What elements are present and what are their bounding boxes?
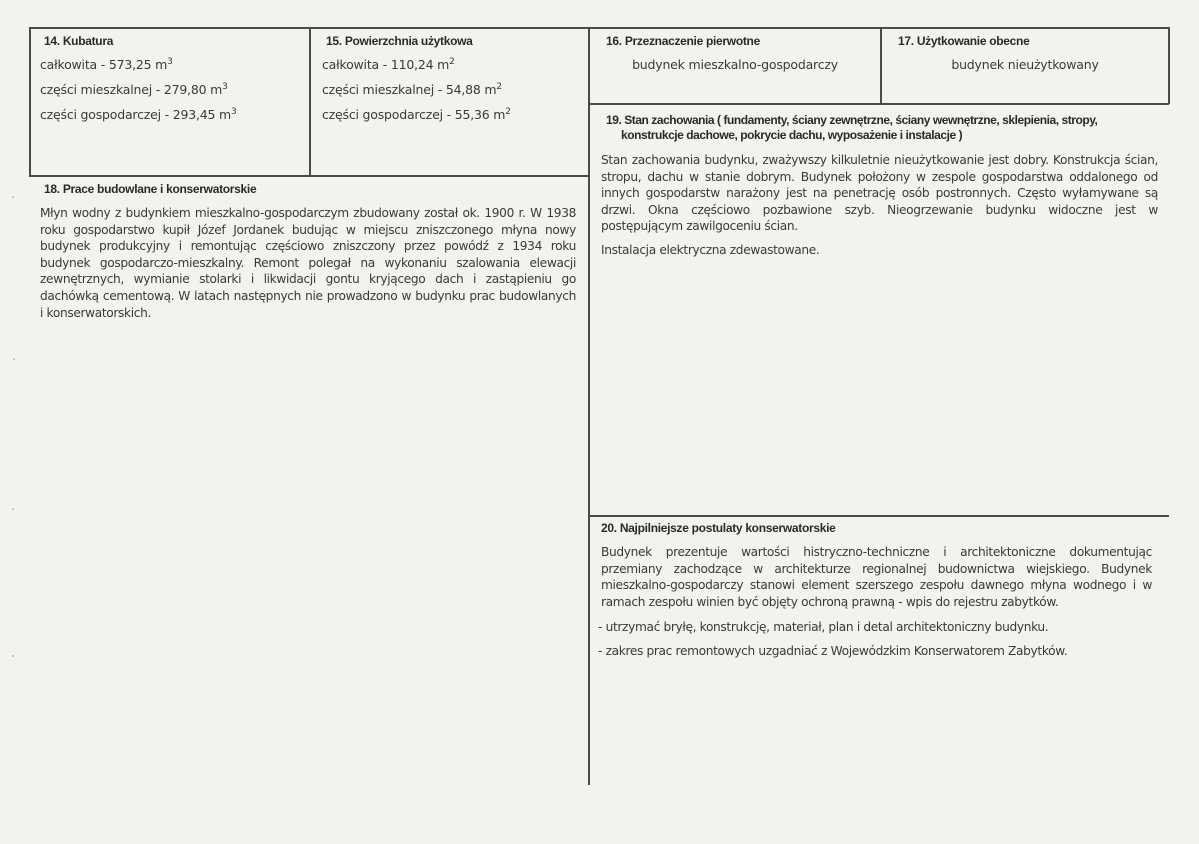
kubatura-total	[40, 57, 173, 72]
kubatura-title: 14. Kubatura	[44, 34, 114, 48]
kubatura-residential	[40, 82, 228, 97]
section-postulaty	[590, 517, 1169, 785]
stan-installation: Instalacja elektryczna zdewastowane.	[601, 243, 820, 257]
section-stan-zachowania	[590, 105, 1169, 515]
section-przeznaczenie	[590, 28, 880, 103]
powierzchnia-farm-exp: 2	[505, 107, 511, 117]
section-kubatura	[30, 28, 309, 175]
powierzchnia-total-label: całkowita - 110,24 m	[322, 57, 450, 72]
kubatura-farm-label: części gospodarczej - 293,45 m	[40, 107, 232, 122]
przeznaczenie-value: budynek mieszkalno-gospodarczy	[632, 57, 838, 72]
powierzchnia-total-exp: 2	[449, 57, 455, 67]
powierzchnia-farm-label: części gospodarczej - 55,36 m	[322, 107, 506, 122]
section-uzytkowanie	[882, 28, 1168, 103]
paper-speck	[12, 508, 14, 510]
powierzchnia-residential-label: części mieszkalnej - 54,88 m	[322, 82, 497, 97]
kubatura-residential-exp: 3	[222, 82, 228, 92]
postulaty-paragraph: Budynek prezentuje wartości histryczno-techniczne i architektoniczne dokumentując przemiany zachodzące w architekturze regionalnej budownictwa wiejskiego. Budynek mieszkalno-gospodarczy stanowi element szerszego zespołu dawnego młyna wodnego i w ramach zespołu winien być objęty ochroną prawną - wpis do rejestru zabytków.	[601, 545, 1152, 609]
powierzchnia-title: 15. Powierzchnia użytkowa	[326, 34, 473, 48]
powierzchnia-farm	[322, 107, 511, 122]
prace-paragraph: Młyn wodny z budynkiem mieszkalno-gospodarczym zbudowany został ok. 1900 r. W 1938 roku gospodarstwo kupił Józef Jordanek budując w miejscu zniszczonego młyna nowy budynek produkcyjny i remontując częściowo zniszczony przez powódź z 1934 roku budynek gospodarczo-mieszkalny. Remont polegał na wykonaniu szalowania elewacji zewnętrznych, wymianie stolarki i likwidacji gontu kryjącego dach i zastąpieniu go dachówką cementową. W latach następnych nie prowadzono w budynku prac budowlanych i konserwatorskich.	[40, 206, 576, 320]
stan-title-line2: konstrukcje dachowe, pokrycie dachu, wyposażenie i instalacje )	[621, 128, 963, 142]
paper-speck	[13, 358, 15, 360]
stan-paragraph: Stan zachowania budynku, zważywszy kilkuletnie nieużytkowanie jest dobry. Konstrukcja ścian, stropu, dachu w stanie dobrym. Budynek położony w zespole gospodarstwa oddalonego od innych gospodarstw narażony jest na penetrację osób postronnych. Często wyłamywane są drzwi. Okna częściowo pozbawione szyb. Nieogrzewanie budynku widoczne jest w postępującym zawilgoceniu ścian.	[601, 153, 1158, 234]
postulaty-item-1: - utrzymać bryłę, konstrukcję, materiał, plan i detal architektoniczny budynku.	[598, 620, 1049, 634]
kubatura-farm	[40, 107, 237, 122]
prace-title: 18. Prace budowlane i konserwatorskie	[44, 182, 257, 196]
kubatura-farm-exp: 3	[231, 107, 237, 117]
powierzchnia-residential-exp: 2	[496, 82, 502, 92]
postulaty-item-2: - zakres prac remontowych uzgadniać z Wojewódzkim Konserwatorem Zabytków.	[598, 644, 1068, 658]
kubatura-total-exp: 3	[167, 57, 173, 67]
paper-speck	[12, 655, 14, 657]
kubatura-residential-label: części mieszkalnej - 279,80 m	[40, 82, 223, 97]
stan-title-line1: 19. Stan zachowania ( fundamenty, ściany zewnętrzne, ściany wewnętrzne, sklepienia, stropy,	[606, 113, 1098, 127]
paper-speck	[12, 196, 14, 198]
uzytkowanie-value: budynek nieużytkowany	[951, 57, 1099, 72]
section-powierzchnia	[310, 28, 588, 175]
przeznaczenie-title: 16. Przeznaczenie pierwotne	[606, 34, 760, 48]
kubatura-total-label: całkowita - 573,25 m	[40, 57, 168, 72]
powierzchnia-total	[322, 57, 455, 72]
uzytkowanie-title: 17. Użytkowanie obecne	[898, 34, 1030, 48]
right-border	[1168, 27, 1170, 104]
section-prace	[30, 177, 588, 785]
postulaty-title: 20. Najpilniejsze postulaty konserwatorskie	[601, 521, 836, 535]
powierzchnia-residential	[322, 82, 502, 97]
